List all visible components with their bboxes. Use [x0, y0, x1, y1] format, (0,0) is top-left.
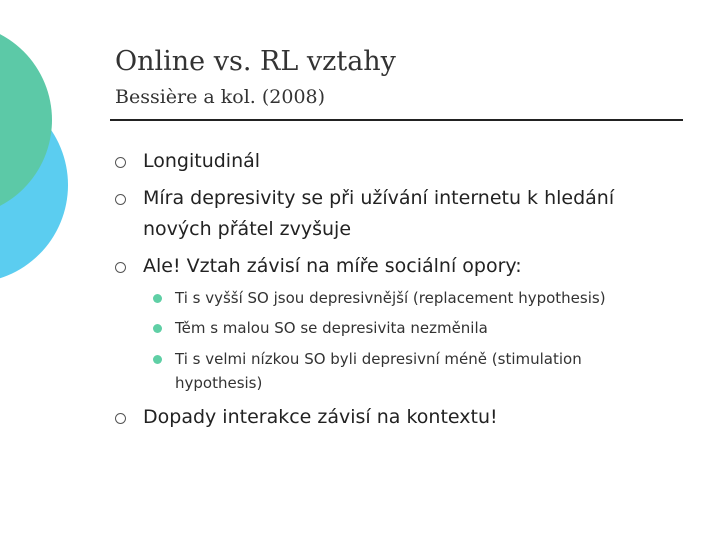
bullet-marker	[115, 157, 126, 168]
bullet-marker	[115, 262, 126, 273]
bullet-item-depression: Míra depresivity se při užívání internetu k hledání	[143, 187, 615, 209]
bullet-item-depression-cont: nových přátel zvyšuje	[143, 218, 352, 240]
subbullet-stimulation-cont: hypothesis)	[175, 374, 263, 392]
bullet-item-context: Dopady interakce závisí na kontextu!	[143, 406, 498, 428]
bullet-item-social-support: Ale! Vztah závisí na míře sociální opory:	[143, 255, 522, 277]
subbullet-no-change: Těm s malou SO se depresivita nezměnila	[175, 319, 488, 337]
title-divider	[110, 119, 683, 121]
subbullet-marker	[153, 324, 162, 333]
slide-title: Online vs. RL vztahy	[115, 46, 396, 77]
subbullet-marker	[153, 355, 162, 364]
bullet-marker	[115, 194, 126, 205]
subbullet-stimulation: Ti s velmi nízkou SO byli depresivní méně (stimulation	[175, 350, 582, 368]
slide-subtitle: Bessière a kol. (2008)	[115, 86, 326, 108]
subbullet-replacement: Ti s vyšší SO jsou depresivnější (replacement hypothesis)	[175, 289, 606, 307]
bullet-item-longitudinal: Longitudinál	[143, 150, 261, 172]
subbullet-marker	[153, 294, 162, 303]
decorative-circles	[0, 0, 100, 300]
bullet-marker	[115, 413, 126, 424]
